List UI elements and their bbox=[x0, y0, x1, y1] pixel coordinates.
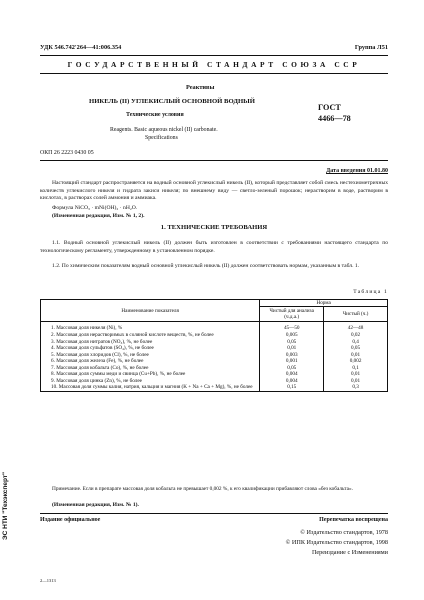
reprint-forbidden: Перепечатка воспрещена bbox=[319, 517, 388, 523]
subtitle: Технические условия bbox=[126, 112, 184, 118]
copyright-1998: © ИПК Издательство стандартов, 1998 bbox=[285, 539, 388, 546]
header-indicator-name: Наименование показателя bbox=[41, 300, 260, 322]
english-title: Reagents. Basic aqueous nickel (II) carbonate. bbox=[110, 127, 218, 133]
norm-pure-cell: 0,3 bbox=[324, 384, 388, 391]
indicator-name-cell: 6. Массовая доля железа (Fe), %, не более bbox=[41, 358, 260, 365]
product-name: НИКЕЛЬ (II) УГЛЕКИСЛЫЙ ОСНОВНОЙ ВОДНЫЙ bbox=[89, 98, 255, 105]
okp-rule bbox=[40, 160, 388, 161]
table-note: Примечание. Если в препарате массовая доля кобальта не превышает 0,002 %, к его квалификации прибавляют слова «без кобальта». bbox=[52, 486, 353, 492]
section-title: 1. ТЕХНИЧЕСКИЕ ТРЕБОВАНИЯ bbox=[160, 224, 268, 231]
table-caption: Таблица 1 bbox=[353, 289, 388, 295]
group-code: Группа Л51 bbox=[354, 44, 388, 51]
clause-1-2: 1.2. По химическим показателям водный основной углекислый никель (II) должен соответствовать нормам, указанным в табл. 1. bbox=[52, 263, 360, 269]
header-norm: Норма bbox=[260, 300, 388, 307]
indicator-name-cell: 3. Массовая доля нитратов (NO₃), %, не более bbox=[41, 339, 260, 346]
clause-1-1: 1.1. Водный основной углекислый никель (II) должен быть изготовлен в соответствии с требованиями настоящего стандарта по технологическому регламенту, утвержденному в установленном порядке. bbox=[40, 240, 388, 254]
table-row bbox=[41, 322, 388, 332]
indicator-name-cell: 10. Массовая доля суммы калия, натрия, кальция и магния (K + Na + Ca + Mg), %, не более bbox=[41, 384, 260, 391]
norm-pure-cell: 0,01 bbox=[324, 371, 388, 378]
norm-pure-cell: 0,02 bbox=[324, 332, 388, 339]
norm-pure-cell: 42—48 bbox=[324, 322, 388, 332]
official-edition: Издание официальное bbox=[40, 517, 101, 523]
norm-pure-analysis-cell: 0,05 bbox=[260, 365, 324, 372]
indicator-name-cell: 8. Массовая доля суммы меди и свинца (Cu+Pb), %, не более bbox=[41, 371, 260, 378]
indicator-name-cell: 7. Массовая доля кобальта (Co), %, не более bbox=[41, 365, 260, 372]
norm-pure-analysis-cell: 0,004 bbox=[260, 371, 324, 378]
norm-pure-analysis-cell: 0,15 bbox=[260, 384, 324, 391]
udk-code: УДК 546.742'264—41:006.354 bbox=[40, 44, 122, 51]
norm-pure-cell: 0,1 bbox=[324, 365, 388, 372]
intro-paragraph: Настоящий стандарт распространяется на водный основной углекислый никель (II), который представляет собой смесь нестехиометричных количеств углекислого никеля и гидрата закиси никеля; по внешнему виду — светло-зеленый порошок; нерастворим в воде, растворим в кислотах, в растворах солей аммония и аммиака. bbox=[40, 180, 388, 202]
norm-pure-cell: 0,05 bbox=[324, 345, 388, 352]
indicator-name-cell: 2. Массовая доля нерастворимых в соляной кислоте веществ, %, не более bbox=[41, 332, 260, 339]
header-pure-for-analysis: Чистый для анализа (ч.д.а.) bbox=[260, 307, 324, 322]
gost-label: ГОСТ bbox=[318, 103, 341, 112]
copyright-1978: © Издательство стандартов, 1978 bbox=[300, 529, 388, 536]
intro-date: Дата введения 01.01.80 bbox=[326, 168, 388, 174]
side-stamp: ЭС НТИ "Техэксперт" bbox=[2, 471, 9, 540]
table-header-row bbox=[41, 300, 388, 307]
footer-rule bbox=[40, 513, 388, 514]
norm-pure-cell: 0,002 bbox=[324, 358, 388, 365]
gost-number: 4466—78 bbox=[318, 114, 351, 123]
revision-note-2: (Измененная редакция, Изм. № 1). bbox=[52, 502, 139, 508]
header-rule-top bbox=[40, 55, 388, 56]
indicator-name-cell: 5. Массовая доля хлоридов (Cl), %, не более bbox=[41, 352, 260, 359]
norm-pure-cell: 0,01 bbox=[324, 352, 388, 359]
standard-banner: ГОСУДАРСТВЕННЫЙ СТАНДАРТ СОЮЗА ССР bbox=[67, 60, 361, 69]
formula: Формула NiCO₃ · mNi(OH)₂ · nH₂O. bbox=[52, 205, 138, 211]
english-title-2: Specifications bbox=[145, 135, 178, 141]
table-row bbox=[41, 384, 388, 391]
okp-code: ОКП 26 2223 0430 05 bbox=[40, 150, 94, 156]
norm-pure-analysis-cell: 0,004 bbox=[260, 378, 324, 385]
norm-pure-analysis-cell: 45—50 bbox=[260, 322, 324, 332]
norm-pure-analysis-cell: 0,001 bbox=[260, 358, 324, 365]
page-mark: 2—1313 bbox=[40, 578, 56, 583]
norm-pure-cell: 0,01 bbox=[324, 378, 388, 385]
reissue-note: Переиздание с Изменениями bbox=[311, 549, 388, 556]
category-label: Реактивы bbox=[186, 84, 215, 91]
indicator-name-cell: 4. Массовая доля сульфатов (SO₄), %, не более bbox=[41, 345, 260, 352]
header-pure: Чистый (ч.) bbox=[324, 307, 388, 322]
header-rule-bottom bbox=[40, 73, 388, 74]
revision-note-1: (Измененная редакция, Изм. № 1, 2). bbox=[52, 213, 145, 219]
indicator-name-cell: 1. Массовая доля никеля (Ni), % bbox=[41, 322, 260, 332]
norm-pure-analysis-cell: 0,005 bbox=[260, 332, 324, 339]
norm-pure-analysis-cell: 0,01 bbox=[260, 345, 324, 352]
norm-pure-analysis-cell: 0,003 bbox=[260, 352, 324, 359]
norm-pure-analysis-cell: 0,05 bbox=[260, 339, 324, 346]
indicator-name-cell: 9. Массовая доля цинка (Zn), %, не более bbox=[41, 378, 260, 385]
norm-pure-cell: 0,4 bbox=[324, 339, 388, 346]
chemical-norms-table bbox=[40, 299, 388, 392]
